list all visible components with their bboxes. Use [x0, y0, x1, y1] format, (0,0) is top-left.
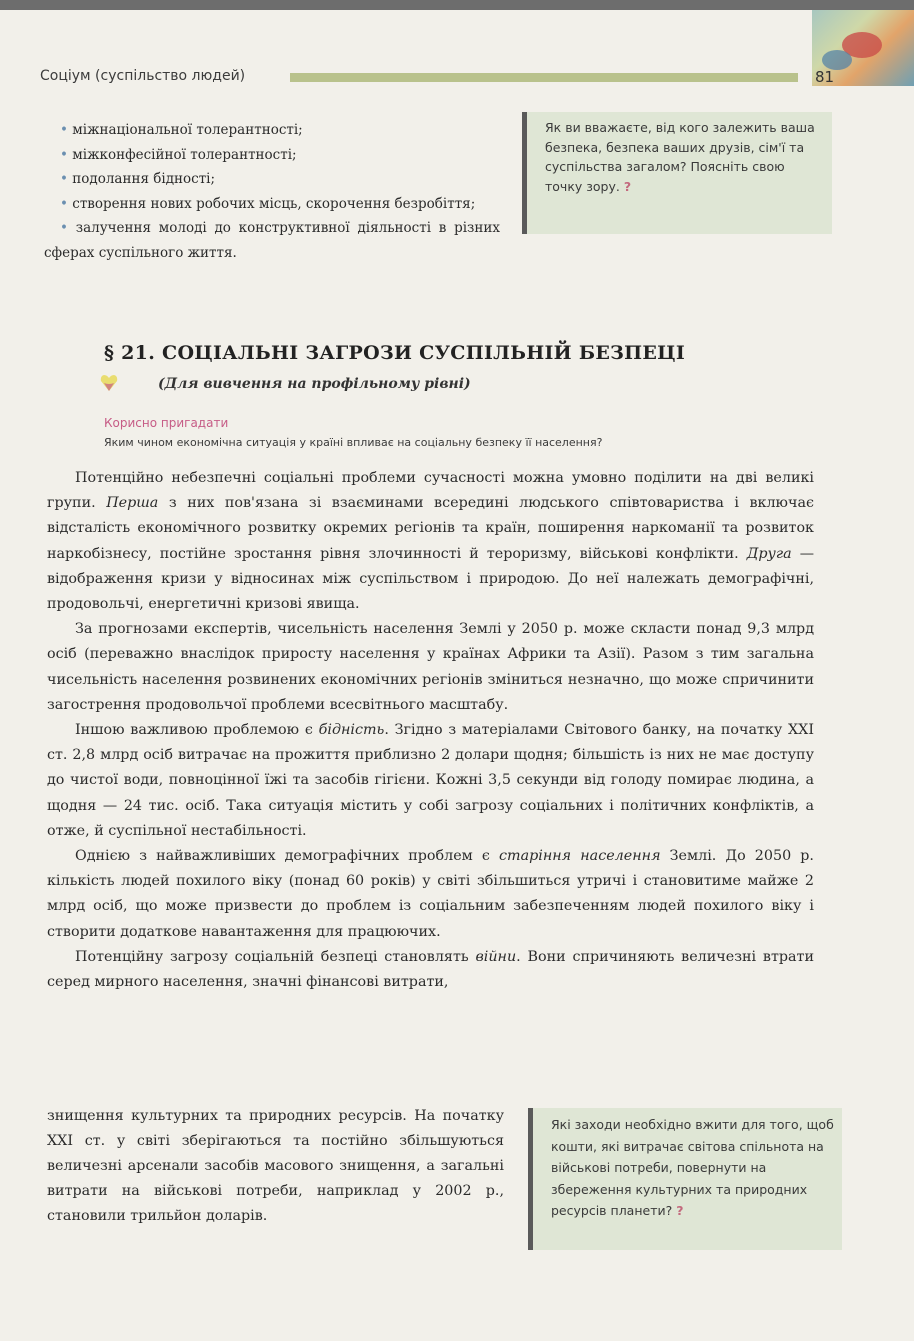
body-text-continued	[47, 1104, 504, 1229]
list-item: • подолання бідності;	[60, 171, 216, 188]
bullet-icon: •	[60, 146, 68, 163]
paragraph: знищення культурних та природних ресурсів. На початку XXI ст. у світі зберігаються та постійно збільшуються величезні арсенали засобів масового знищення, а загальні витрати на військові потреби, наприклад у 2002 р., становили трильйон доларів.	[47, 1108, 504, 1224]
bullet-list	[44, 118, 500, 266]
bullet-icon: •	[60, 195, 68, 212]
body-text	[47, 466, 814, 995]
paragraph: Потенційно небезпечні соціальні проблеми сучасності можна умовно поділити на дві великі групи. Перша з них пов'язана зі взаєминами всередині людського співтовариства і включає відсталість економічного розвитку окремих регіонів та країн, поширення наркоманії та розвиток наркобізнесу, постійне зростання рівня злочинності й тероризму, військові конфлікти. Друга — відображення кризи у відносинах між суспільством і природою. До неї належать демографічні, продовольчі, енергетичні кризові явища.	[47, 470, 814, 613]
list-item: • міжнаціональної толерантності;	[60, 122, 303, 138]
section-title: § 21. СОЦІАЛЬНІ ЗАГРОЗИ СУСПІЛЬНІЙ БЕЗПЕЦІ	[104, 342, 686, 364]
running-title: Соціум (суспільство людей)	[40, 68, 246, 84]
question-mark-icon: ?	[676, 1203, 684, 1218]
bullet-icon: •	[60, 220, 68, 237]
corner-illustration-shape	[822, 50, 852, 70]
paragraph: Іншою важливою проблемою є бідність. Згідно з матеріалами Світового банку, на початку XXI ст. 2,8 млрд осіб витрачає на прожиття приблизно 2 долари щодня; більшість із них не має доступу до чистої води, повноцінної їжі та засобів гігієни. Кожні 3,5 секунди від голоду помирає людина, а щодня — 24 тис. осіб. Така ситуація містить у собі загрозу соціальних і політичних конфліктів, а отже, й суспільної нестабільності.	[47, 722, 815, 839]
page-header	[40, 68, 835, 88]
top-edge	[0, 0, 914, 10]
paragraph: За прогнозами експертів, чисельність населення Землі у 2050 р. може скласти понад 9,3 млрд осіб (переважно внаслідок приросту населення у країнах Африки та Азії). Разом з тим загальна чисельність населення розвинених економічних регіонів зміниться незначно, що може спричинити загострення продовольчої проблеми всесвітнього масштабу.	[47, 621, 814, 713]
question-box	[522, 112, 832, 234]
question-text: Які заходи необхідно вжити для того, щоб кошти, які витрачає світова спільнота на військові потреби, повернути на збереження культурних та природних ресурсів планети?	[551, 1117, 834, 1218]
paragraph: Потенційну загрозу соціальній безпеці становлять війни. Вони спричиняють величезні втрати серед мирного населення, значні фінансові витрати,	[47, 948, 814, 991]
page-number: 81	[815, 68, 835, 86]
list-item: • міжконфесійної толерантності;	[60, 146, 297, 163]
recall-question: Яким чином економічна ситуація у країні впливає на соціальну безпеку її населення?	[104, 436, 603, 449]
header-bar	[290, 73, 798, 82]
section-subtitle: (Для вивчення на профільному рівні)	[158, 376, 471, 392]
heart-icon	[98, 372, 120, 394]
paragraph: Однією з найважливіших демографічних проблем є старіння населення Землі. До 2050 р. кількість людей похилого віку (понад 60 років) у світі збільшиться утричі і становитиме майже 2 млрд осіб, що може призвести до проблем із соціальним забезпеченням людей похилого віку і створити додаткове навантаження для працюючих.	[47, 848, 814, 940]
question-mark-icon: ?	[623, 178, 632, 194]
recall-title: Корисно пригадати	[104, 416, 229, 430]
list-item: • створення нових робочих місць, скорочення безробіття;	[60, 195, 476, 212]
bullet-icon: •	[60, 171, 68, 188]
question-box	[528, 1108, 842, 1250]
bullet-icon: •	[60, 122, 68, 138]
question-text: Як ви вважаєте, від кого залежить ваша безпека, безпека ваших друзів, сім'ї та суспільства загалом? Поясніть свою точку зору.	[545, 120, 815, 194]
list-item: • залучення молоді до конструктивної діяльності в різних сферах суспільного життя.	[44, 220, 500, 261]
